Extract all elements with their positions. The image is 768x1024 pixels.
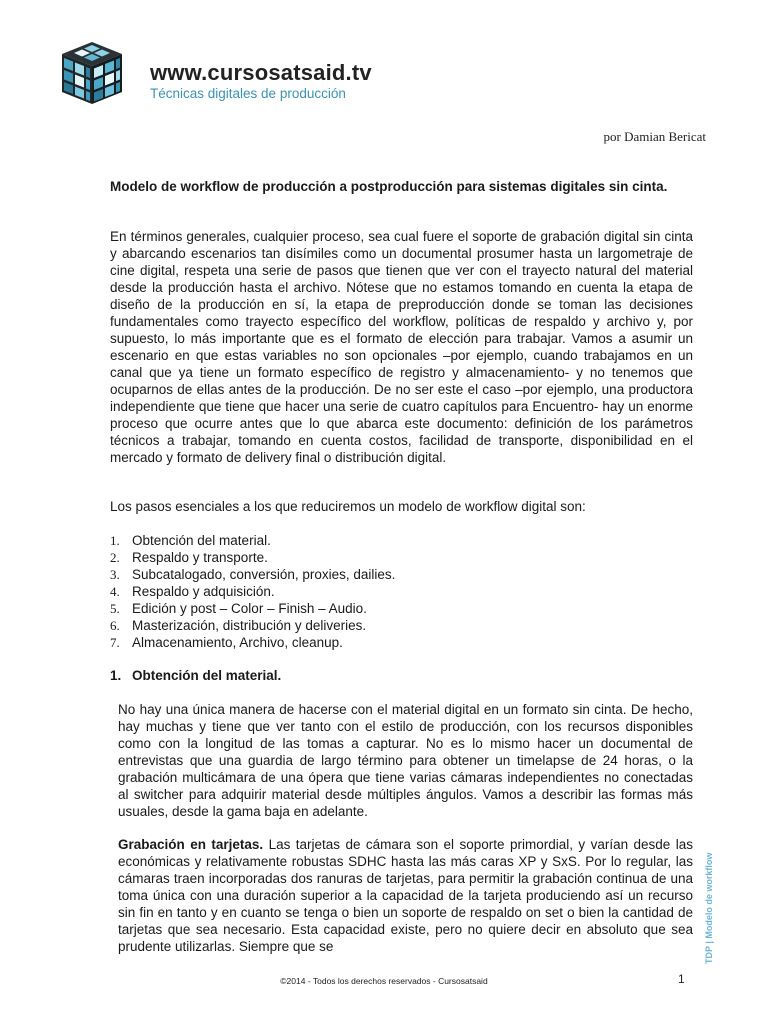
list-item xyxy=(110,566,395,583)
site-title: www.cursosatsaid.tv xyxy=(150,60,372,85)
list-item-number: 5. xyxy=(110,601,120,616)
list-item-text: Subcatalogado, conversión, proxies, dailies. xyxy=(132,567,396,582)
author-byline: por Damian Bericat xyxy=(603,129,706,144)
rubiks-cube-icon xyxy=(58,40,126,106)
steps-list xyxy=(110,532,395,651)
steps-intro: Los pasos esenciales a los que reduciremos un modelo de workflow digital son: xyxy=(110,499,586,514)
list-item-number: 1. xyxy=(110,533,120,548)
intro-paragraph: En términos generales, cualquier proceso, sea cual fuere el soporte de grabación digital sin cinta y abarcando escenarios tan disímiles como un documental prosumer hasta un largometraje de cine digital, respeta una serie de pasos que tienen que ver con el trayecto natural del material desde la producción hasta el archivo. Nótese que no estamos tomando en cuenta la etapa de diseño de la producción en sí, la etapa de preproducción donde se toman las decisiones fundamentales como trayecto específico del workflow, políticas de respaldo y archivo y, por supuesto, lo más importante que es el formato de elección para trabajar. Vamos a asumir un escenario en que estas variables no son opcionales –por ejemplo, cuando trabajamos en un canal que ya tiene un formato específico de registro y almacenamiento- y no tenemos que ocuparnos de ellas antes de la producción. De no ser este el caso –por ejemplo, una productora independiente que tiene que hacer una serie de cuatro capítulos para Encuentro- hay un enorme proceso que ocurre antes que lo que abarca este documento: definición de los parámetros técnicos a trabajar, tomando en cuenta costos, facilidad de transporte, disponibilidad en el mercado y formato de delivery final o distribución digital. xyxy=(110,229,693,465)
list-item-text: Almacenamiento, Archivo, cleanup. xyxy=(132,635,343,650)
list-item xyxy=(110,583,395,600)
site-subtitle: Técnicas digitales de producción xyxy=(150,86,346,101)
list-item xyxy=(110,532,395,549)
subsection-text: Las tarjetas de cámara son el soporte primordial, y varían desde las económicas y relativamente robustas SDHC hasta las más caras XP y SxS. Por lo regular, las cámaras traen incorporadas dos ranuras de tarjetas, para permitir la grabación continua de una toma única con una duración superior a la capacidad de la tarjeta produciendo así un recurso sin fin en tanto y en cuanto se tenga o bien un soporte de respaldo on set o bien la cantidad de tarjetas que sea necesario. Esta capacidad existe, pero no quiere decir en absoluto que sea prudente utilizarlas. Siempre que se xyxy=(118,837,693,954)
list-item-text: Respaldo y transporte. xyxy=(132,550,268,565)
list-item xyxy=(110,634,395,651)
page-number: 1 xyxy=(678,972,685,986)
list-item xyxy=(110,617,395,634)
list-item-number: 6. xyxy=(110,618,120,633)
list-item-number: 3. xyxy=(110,567,120,582)
list-item xyxy=(110,549,395,566)
footer-copyright: ©2014 - Todos los derechos reservados - Cursosatsaid xyxy=(280,976,488,986)
section-heading xyxy=(110,668,281,683)
list-item-text: Edición y post – Color – Finish – Audio. xyxy=(132,601,367,616)
subsection-heading: Grabación en tarjetas. xyxy=(118,837,264,852)
list-item-number: 2. xyxy=(110,550,120,565)
list-item xyxy=(110,600,395,617)
list-item-text: Obtención del material. xyxy=(132,533,271,548)
document-title: Modelo de workflow de producción a postproducción para sistemas digitales sin cinta. xyxy=(110,179,668,194)
list-item-number: 4. xyxy=(110,584,120,599)
section-number: 1. xyxy=(110,668,122,683)
side-label: TDP | Modelo de workflow xyxy=(704,852,714,964)
section-paragraph: No hay una única manera de hacerse con el material digital en un formato sin cinta. De hecho, hay muchas y tiene que ver tanto con el estilo de producción, con los recursos disponibles como con la longitud de las tomas a capturar. No es lo mismo hacer un documental de entrevistas que una guardia de largo término para obtener un timelapse de 24 horas, o la grabación multicámara de una ópera que tiene varias cámaras independientes no conectadas al switcher para adquirir material desde múltiples ángulos. Vamos a describir las formas más usuales, desde la gama baja en adelante. xyxy=(118,702,693,819)
subsection-paragraph xyxy=(118,836,693,958)
list-item-text: Masterización, distribución y deliveries. xyxy=(132,618,367,633)
list-item-text: Respaldo y adquisición. xyxy=(132,584,275,599)
section-heading-text: Obtención del material. xyxy=(132,668,282,683)
list-item-number: 7. xyxy=(110,635,120,650)
